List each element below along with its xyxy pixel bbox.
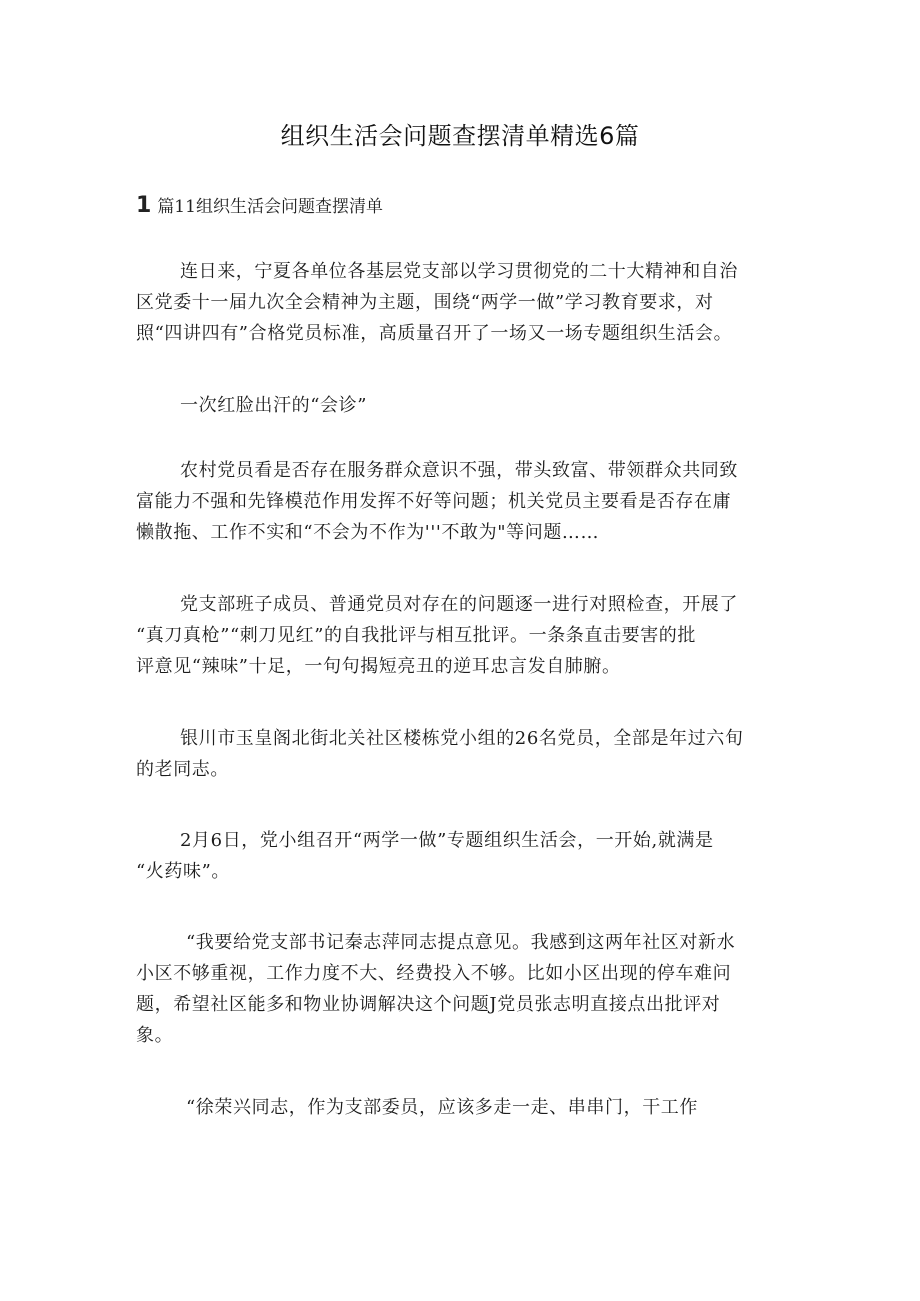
section-number: 1 (136, 193, 152, 218)
paragraph-line: 党支部班子成员、普通党员对存在的问题逐一进行对照检查，开展了 (180, 594, 738, 615)
paragraph-line: 银川市玉皇阁北街北关社区楼栋党小组的26名党员，全部是年过六旬 (180, 728, 744, 749)
paragraph-line: 评意见“辣味”十足，一句句揭短亮丑的逆耳忠言发自肺腑。 (136, 656, 621, 677)
paragraph-line: 小区不够重视，工作力度不大、经费投入不够。比如小区出现的停车难问 (136, 963, 732, 984)
section-heading (136, 192, 383, 218)
paragraph-line: 懒散拖、工作不实和“不会为不作为'''不敢为"等问题…… (136, 522, 600, 543)
paragraph (136, 1092, 788, 1123)
subheading-paragraph (136, 390, 788, 421)
section-label: 篇11组织生活会问题查摆清单 (157, 197, 383, 217)
paragraph (136, 927, 788, 1051)
paragraph-line: 照“四讲四有”合格党员标准，高质量召开了一场又一场专题组织生活会。 (136, 323, 733, 344)
document-title: 组织生活会问题查摆清单精选6篇 (280, 122, 640, 150)
paragraph-line: 象。 (136, 1025, 174, 1046)
paragraph (136, 825, 788, 887)
paragraph-line: “我要给党支部书记秦志萍同志提点意见。我感到这两年社区对新水 (186, 932, 736, 953)
paragraph-line: 区党委十一届九次全会精神为主题，围绕“两学一做”学习教育要求，对 (136, 292, 714, 313)
paragraph-line: “徐荣兴同志，作为支部委员，应该多走一走、串串门，干工作 (186, 1097, 698, 1118)
paragraph (136, 455, 788, 548)
paragraph-line: 一次红脸出汗的“会诊” (180, 395, 368, 416)
paragraph-line: 富能力不强和先锋模范作用发挥不好等问题；机关党员主要看是否存在庸 (136, 491, 732, 512)
paragraph-line: “真刀真枪”“刺刀见红”的自我批评与相互批评。一条条直击要害的批 (136, 625, 697, 646)
paragraph-line: 2月6日，党小组召开“两学一做”专题组织生活会，一开始,就满是 (180, 830, 714, 851)
paragraph-line: 的老同志。 (136, 759, 229, 780)
paragraph-line: 农村党员看是否存在服务群众意识不强，带头致富、带领群众共同致 (180, 460, 738, 481)
paragraph (136, 589, 788, 682)
paragraph-line: 题，希望社区能多和物业协调解决这个问题J党员张志明直接点出批评对 (136, 994, 721, 1015)
paragraph (136, 723, 788, 785)
paragraph-line: “火药味”。 (136, 861, 231, 882)
paragraph-line: 连日来，宁夏各单位各基层党支部以学习贯彻党的二十大精神和自治 (180, 261, 738, 282)
paragraph (136, 256, 788, 349)
